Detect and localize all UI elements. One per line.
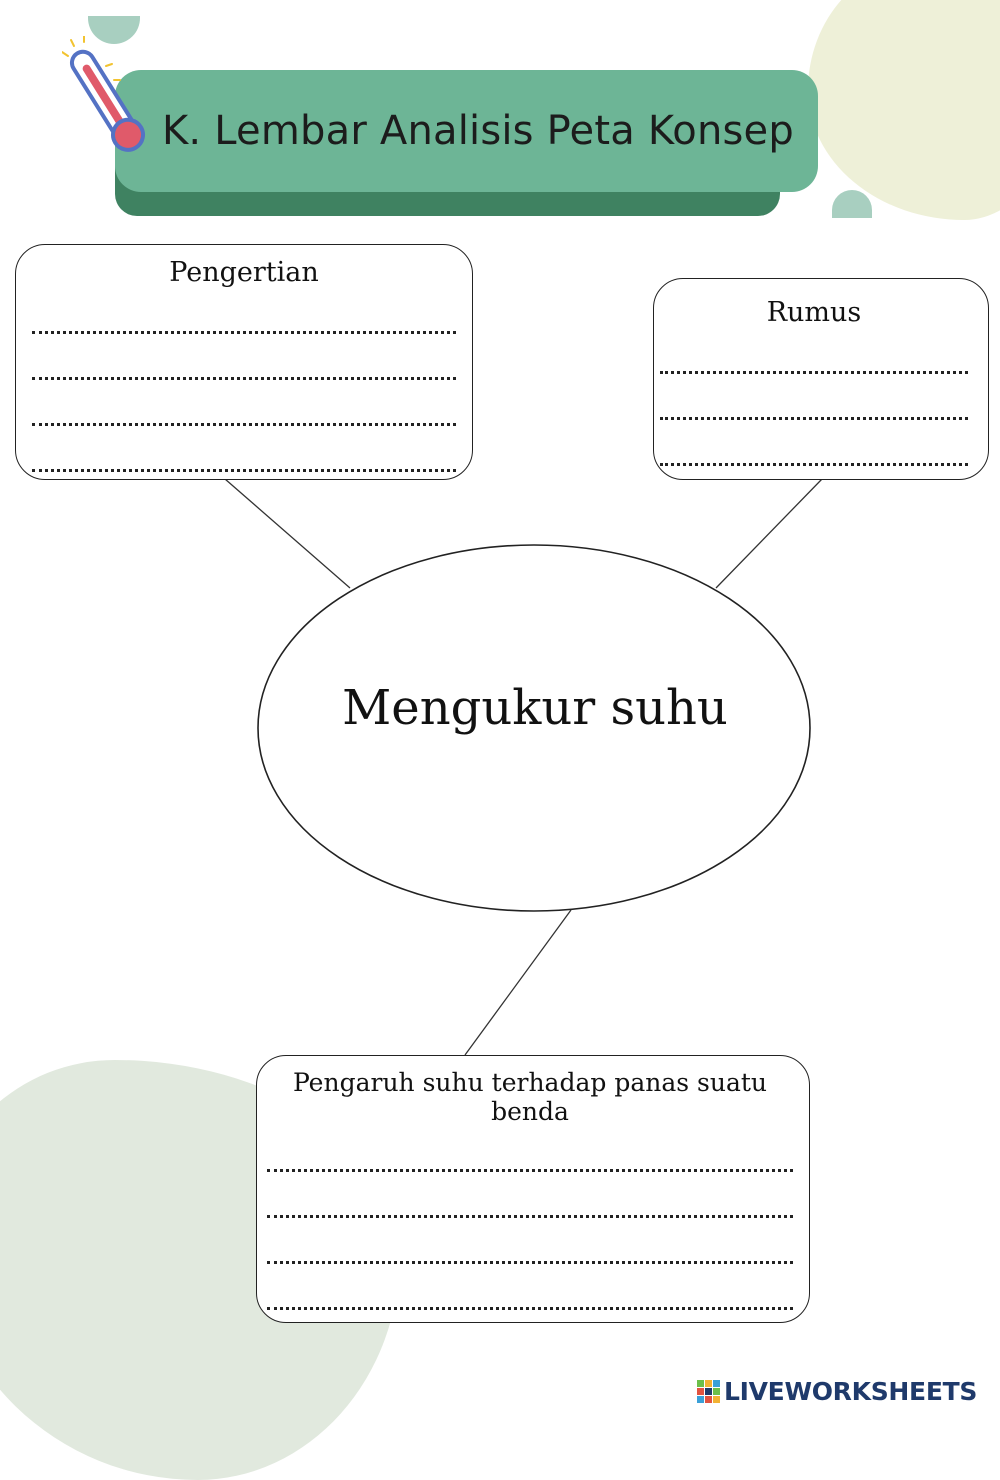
answer-line[interactable] <box>32 469 456 472</box>
answer-line[interactable] <box>660 417 968 420</box>
rumus-title: Rumus <box>766 297 862 328</box>
answer-line[interactable] <box>660 371 968 374</box>
pengaruh-title: Pengaruh suhu terhadap panas suatu benda <box>292 1068 767 1126</box>
answer-line[interactable] <box>32 423 456 426</box>
brand-name: LIVEWORKSHEETS <box>724 1377 978 1406</box>
answer-line[interactable] <box>32 377 456 380</box>
answer-line[interactable] <box>660 463 968 466</box>
pengertian-box <box>15 244 473 480</box>
page-title: K. Lembar Analisis Peta Konsep <box>162 108 794 154</box>
pengertian-title: Pengertian <box>169 257 319 288</box>
footer-brand <box>697 1377 977 1406</box>
pengaruh-box <box>256 1055 810 1323</box>
rumus-box <box>653 278 989 480</box>
answer-line[interactable] <box>267 1215 793 1218</box>
answer-line[interactable] <box>267 1261 793 1264</box>
center-concept: Mengukur suhu <box>342 680 728 736</box>
answer-line[interactable] <box>267 1307 793 1310</box>
answer-line[interactable] <box>32 331 456 334</box>
answer-line[interactable] <box>267 1169 793 1172</box>
liveworksheets-logo-icon <box>697 1380 721 1404</box>
